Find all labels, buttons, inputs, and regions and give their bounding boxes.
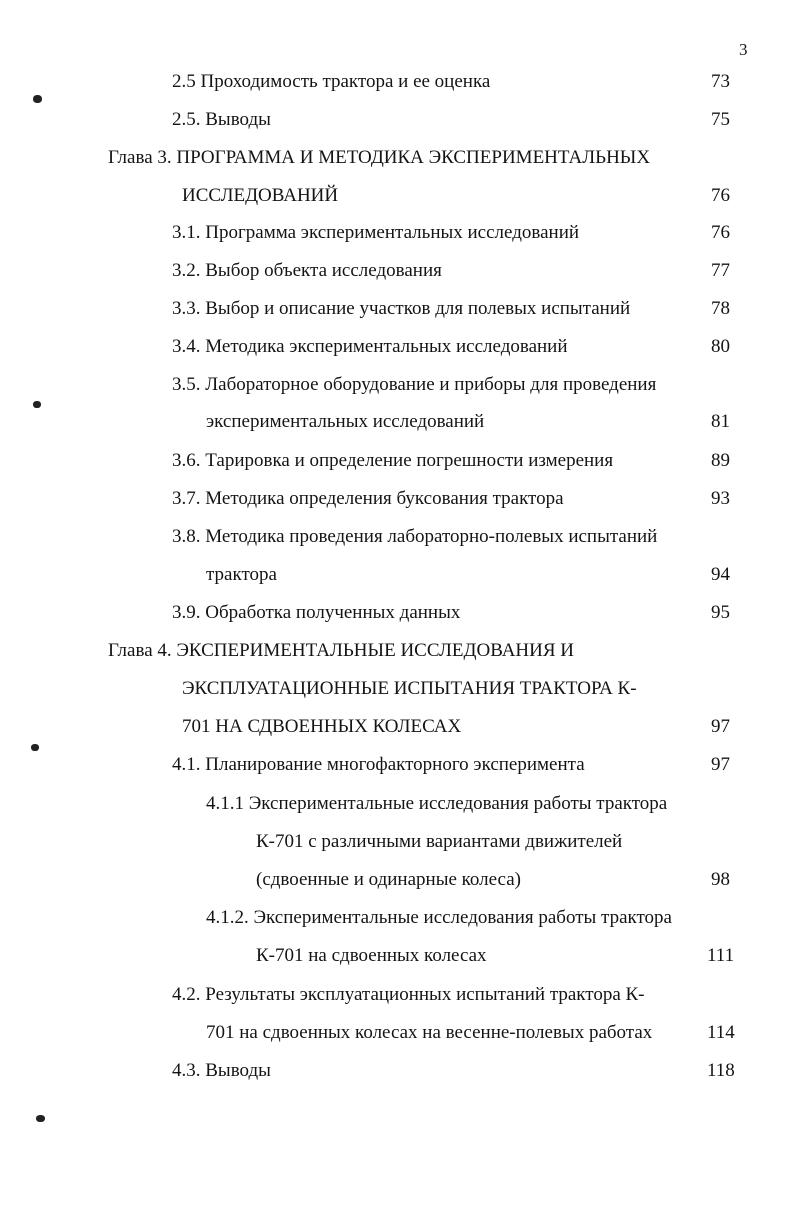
toc-entry: 4.1.2. Экспериментальные исследования работы трактора bbox=[206, 907, 672, 928]
toc-page: 78 bbox=[711, 298, 730, 319]
toc-entry: 3.6. Тарировка и определение погрешности измерения bbox=[172, 450, 614, 471]
scan-mark bbox=[36, 1115, 45, 1122]
toc-entry: 2.5. Выводы bbox=[172, 109, 271, 130]
toc-entry: 701 на сдвоенных колесах на весенне-полевых работах bbox=[206, 1022, 653, 1043]
toc-page: 114 bbox=[707, 1022, 735, 1043]
toc-entry: 3.5. Лабораторное оборудование и приборы для проведения bbox=[172, 374, 657, 395]
toc-entry: К-701 на сдвоенных колесах bbox=[256, 945, 487, 966]
toc-entry: 2.5 Проходимость трактора и ее оценка bbox=[172, 71, 491, 92]
toc-page: 93 bbox=[711, 488, 730, 509]
toc-page: 118 bbox=[707, 1060, 735, 1081]
page-number: 3 bbox=[739, 40, 748, 59]
toc-entry: 3.2. Выбор объекта исследования bbox=[172, 260, 442, 281]
toc-page: 76 bbox=[711, 222, 730, 243]
toc-entry: 4.2. Результаты эксплуатационных испытаний трактора К- bbox=[172, 984, 645, 1005]
toc-entry: 4.3. Выводы bbox=[172, 1060, 271, 1081]
toc-entry: 3.3. Выбор и описание участков для полевых испытаний bbox=[172, 298, 631, 319]
toc-page: 81 bbox=[711, 411, 730, 432]
toc-page: 97 bbox=[711, 716, 730, 737]
toc-chapter: 701 НА СДВОЕННЫХ КОЛЕСАХ bbox=[182, 716, 462, 737]
toc-entry: трактора bbox=[206, 564, 277, 585]
toc-page: 76 bbox=[711, 185, 730, 206]
toc-entry: (сдвоенные и одинарные колеса) bbox=[256, 869, 521, 890]
toc-entry: К-701 с различными вариантами движителей bbox=[256, 831, 623, 852]
toc-page: 98 bbox=[711, 869, 730, 890]
toc-page: 111 bbox=[707, 945, 735, 966]
toc-entry: 3.9. Обработка полученных данных bbox=[172, 602, 461, 623]
toc-page: 94 bbox=[711, 564, 730, 585]
toc-chapter: ЭКСПЛУАТАЦИОННЫЕ ИСПЫТАНИЯ ТРАКТОРА К- bbox=[182, 678, 637, 699]
toc-entry: 3.1. Программа экспериментальных исследований bbox=[172, 222, 580, 243]
toc-page: 77 bbox=[711, 260, 730, 281]
scan-mark bbox=[31, 744, 39, 751]
toc-entry: экспериментальных исследований bbox=[206, 411, 485, 432]
toc-page: 95 bbox=[711, 602, 730, 623]
toc-entry: 3.4. Методика экспериментальных исследований bbox=[172, 336, 568, 357]
toc-chapter: ИССЛЕДОВАНИЙ bbox=[182, 185, 339, 206]
toc-page: 97 bbox=[711, 754, 730, 775]
toc-entry: 3.7. Методика определения буксования трактора bbox=[172, 488, 564, 509]
toc-page: 89 bbox=[711, 450, 730, 471]
toc-page: 73 bbox=[711, 71, 730, 92]
toc-page: 75 bbox=[711, 109, 730, 130]
toc-chapter: Глава 3. ПРОГРАММА И МЕТОДИКА ЭКСПЕРИМЕНТАЛЬНЫХ bbox=[108, 147, 651, 168]
toc-chapter: Глава 4. ЭКСПЕРИМЕНТАЛЬНЫЕ ИССЛЕДОВАНИЯ И bbox=[108, 640, 575, 661]
toc-entry: 4.1.1 Экспериментальные исследования работы трактора bbox=[206, 793, 668, 814]
toc-page: 80 bbox=[711, 336, 730, 357]
toc-entry: 3.8. Методика проведения лабораторно-полевых испытаний bbox=[172, 526, 658, 547]
scan-mark bbox=[33, 95, 42, 103]
toc-entry: 4.1. Планирование многофакторного эксперимента bbox=[172, 754, 585, 775]
scan-mark bbox=[33, 401, 41, 408]
